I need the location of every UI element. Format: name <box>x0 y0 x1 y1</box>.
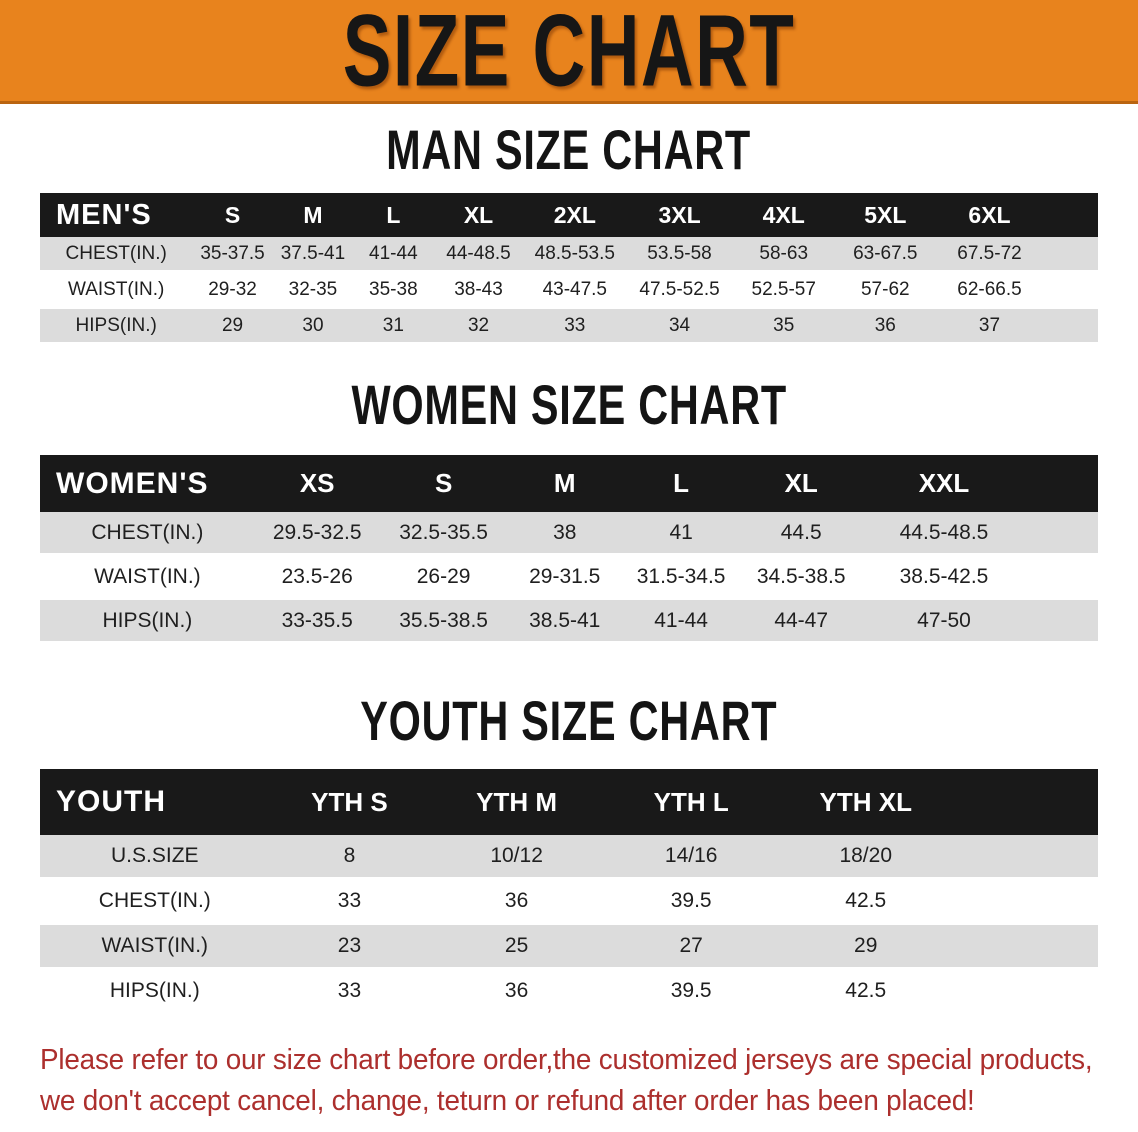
size-value-cell: 62-66.5 <box>936 272 1043 308</box>
column-header: XXL <box>862 455 1026 512</box>
column-header: 4XL <box>733 193 835 237</box>
page-title: SIZE CHART <box>342 0 796 108</box>
row-label: CHEST(IN.) <box>40 237 192 272</box>
size-value-cell: 41-44 <box>353 237 433 272</box>
table-row <box>40 599 1098 643</box>
row-label: HIPS(IN.) <box>40 308 192 344</box>
size-value-cell: 25 <box>429 924 604 969</box>
spacer-cell <box>1026 599 1098 643</box>
women-size-table <box>40 455 1098 644</box>
size-value-cell: 43-47.5 <box>523 272 626 308</box>
spacer-cell <box>953 924 1098 969</box>
table-row <box>40 924 1098 969</box>
section-title-text: WOMEN SIZE CHART <box>351 373 787 436</box>
header-row <box>40 455 1098 512</box>
table-row <box>40 835 1098 879</box>
column-header: S <box>192 193 272 237</box>
notice-line-2: we don't accept cancel, change, teturn or refund after order has been placed! <box>40 1085 975 1117</box>
size-value-cell: 29-31.5 <box>508 555 622 599</box>
size-value-cell: 33-35.5 <box>255 599 380 643</box>
size-value-cell: 57-62 <box>835 272 937 308</box>
row-label: HIPS(IN.) <box>40 599 255 643</box>
size-value-cell: 33 <box>523 308 626 344</box>
size-value-cell: 44.5 <box>740 512 862 555</box>
column-header: 5XL <box>835 193 937 237</box>
spacer-cell <box>1026 555 1098 599</box>
row-label: WAIST(IN.) <box>40 272 192 308</box>
size-value-cell: 8 <box>270 835 430 879</box>
size-value-cell: 33 <box>270 879 430 924</box>
section-title <box>0 373 1138 436</box>
column-header: 3XL <box>626 193 733 237</box>
row-label: CHEST(IN.) <box>40 512 255 555</box>
spacer-cell <box>1043 237 1098 272</box>
column-header: XL <box>740 455 862 512</box>
size-value-cell: 35 <box>733 308 835 344</box>
size-value-cell: 10/12 <box>429 835 604 879</box>
size-value-cell: 32 <box>434 308 524 344</box>
section-women-size-chart <box>0 373 1138 644</box>
size-value-cell: 36 <box>835 308 937 344</box>
column-header: YTH L <box>604 769 779 835</box>
row-label: U.S.SIZE <box>40 835 270 879</box>
size-value-cell: 38.5-41 <box>508 599 622 643</box>
size-value-cell: 36 <box>429 879 604 924</box>
section-man-size-chart <box>0 118 1138 345</box>
size-value-cell: 23.5-26 <box>255 555 380 599</box>
corner-label: YOUTH <box>40 769 270 835</box>
table-row <box>40 555 1098 599</box>
section-title <box>0 689 1138 752</box>
column-header: L <box>353 193 433 237</box>
size-value-cell: 47.5-52.5 <box>626 272 733 308</box>
header-row <box>40 769 1098 835</box>
size-value-cell: 38.5-42.5 <box>862 555 1026 599</box>
header-row <box>40 193 1098 237</box>
size-value-cell: 36 <box>429 969 604 1014</box>
size-value-cell: 34 <box>626 308 733 344</box>
column-header: XL <box>434 193 524 237</box>
size-value-cell: 47-50 <box>862 599 1026 643</box>
corner-label: WOMEN'S <box>40 455 255 512</box>
column-header: YTH M <box>429 769 604 835</box>
size-value-cell: 48.5-53.5 <box>523 237 626 272</box>
spacer-cell <box>953 835 1098 879</box>
size-value-cell: 37 <box>936 308 1043 344</box>
size-value-cell: 29.5-32.5 <box>255 512 380 555</box>
column-header: XS <box>255 455 380 512</box>
row-label: WAIST(IN.) <box>40 924 270 969</box>
spacer-cell <box>1043 193 1098 237</box>
size-value-cell: 42.5 <box>778 969 953 1014</box>
size-value-cell: 35.5-38.5 <box>380 599 508 643</box>
spacer-cell <box>1026 512 1098 555</box>
size-value-cell: 35-38 <box>353 272 433 308</box>
size-chart-sections <box>0 118 1138 1015</box>
spacer-cell <box>953 769 1098 835</box>
spacer-cell <box>1026 455 1098 512</box>
size-value-cell: 39.5 <box>604 969 779 1014</box>
size-value-cell: 31.5-34.5 <box>622 555 740 599</box>
spacer-cell <box>1043 272 1098 308</box>
column-header: YTH S <box>270 769 430 835</box>
youth-size-table <box>40 769 1098 1015</box>
size-value-cell: 29 <box>778 924 953 969</box>
column-header: L <box>622 455 740 512</box>
size-value-cell: 41 <box>622 512 740 555</box>
section-title <box>0 118 1138 181</box>
table-row <box>40 879 1098 924</box>
row-label: CHEST(IN.) <box>40 879 270 924</box>
size-value-cell: 29 <box>192 308 272 344</box>
size-value-cell: 33 <box>270 969 430 1014</box>
table-row <box>40 969 1098 1014</box>
table-row <box>40 272 1098 308</box>
man-size-table <box>40 193 1098 345</box>
size-value-cell: 27 <box>604 924 779 969</box>
column-header: YTH XL <box>778 769 953 835</box>
size-value-cell: 30 <box>273 308 353 344</box>
size-value-cell: 44-48.5 <box>434 237 524 272</box>
section-youth-size-chart <box>0 689 1138 1015</box>
size-value-cell: 53.5-58 <box>626 237 733 272</box>
size-value-cell: 52.5-57 <box>733 272 835 308</box>
size-value-cell: 39.5 <box>604 879 779 924</box>
size-value-cell: 32.5-35.5 <box>380 512 508 555</box>
spacer-cell <box>953 879 1098 924</box>
spacer-cell <box>953 969 1098 1014</box>
size-value-cell: 41-44 <box>622 599 740 643</box>
section-title-text: YOUTH SIZE CHART <box>360 689 778 752</box>
spacer-cell <box>1043 308 1098 344</box>
size-value-cell: 67.5-72 <box>936 237 1043 272</box>
size-value-cell: 63-67.5 <box>835 237 937 272</box>
column-header: M <box>508 455 622 512</box>
size-value-cell: 38 <box>508 512 622 555</box>
size-value-cell: 29-32 <box>192 272 272 308</box>
size-value-cell: 35-37.5 <box>192 237 272 272</box>
row-label: WAIST(IN.) <box>40 555 255 599</box>
table-row <box>40 512 1098 555</box>
table-row <box>40 308 1098 344</box>
column-header: S <box>380 455 508 512</box>
size-value-cell: 23 <box>270 924 430 969</box>
size-value-cell: 58-63 <box>733 237 835 272</box>
column-header: 6XL <box>936 193 1043 237</box>
size-value-cell: 44.5-48.5 <box>862 512 1026 555</box>
size-value-cell: 31 <box>353 308 433 344</box>
banner <box>0 0 1138 108</box>
table-row <box>40 237 1098 272</box>
column-header: 2XL <box>523 193 626 237</box>
size-value-cell: 37.5-41 <box>273 237 353 272</box>
size-value-cell: 42.5 <box>778 879 953 924</box>
size-value-cell: 26-29 <box>380 555 508 599</box>
size-value-cell: 32-35 <box>273 272 353 308</box>
footer-notice <box>40 1040 1102 1122</box>
column-header: M <box>273 193 353 237</box>
size-value-cell: 14/16 <box>604 835 779 879</box>
notice-line-1: Please refer to our size chart before order,the customized jerseys are special products, <box>40 1044 1093 1076</box>
corner-label: MEN'S <box>40 193 192 237</box>
size-value-cell: 34.5-38.5 <box>740 555 862 599</box>
row-label: HIPS(IN.) <box>40 969 270 1014</box>
size-value-cell: 38-43 <box>434 272 524 308</box>
section-title-text: MAN SIZE CHART <box>386 118 752 181</box>
size-value-cell: 44-47 <box>740 599 862 643</box>
size-value-cell: 18/20 <box>778 835 953 879</box>
